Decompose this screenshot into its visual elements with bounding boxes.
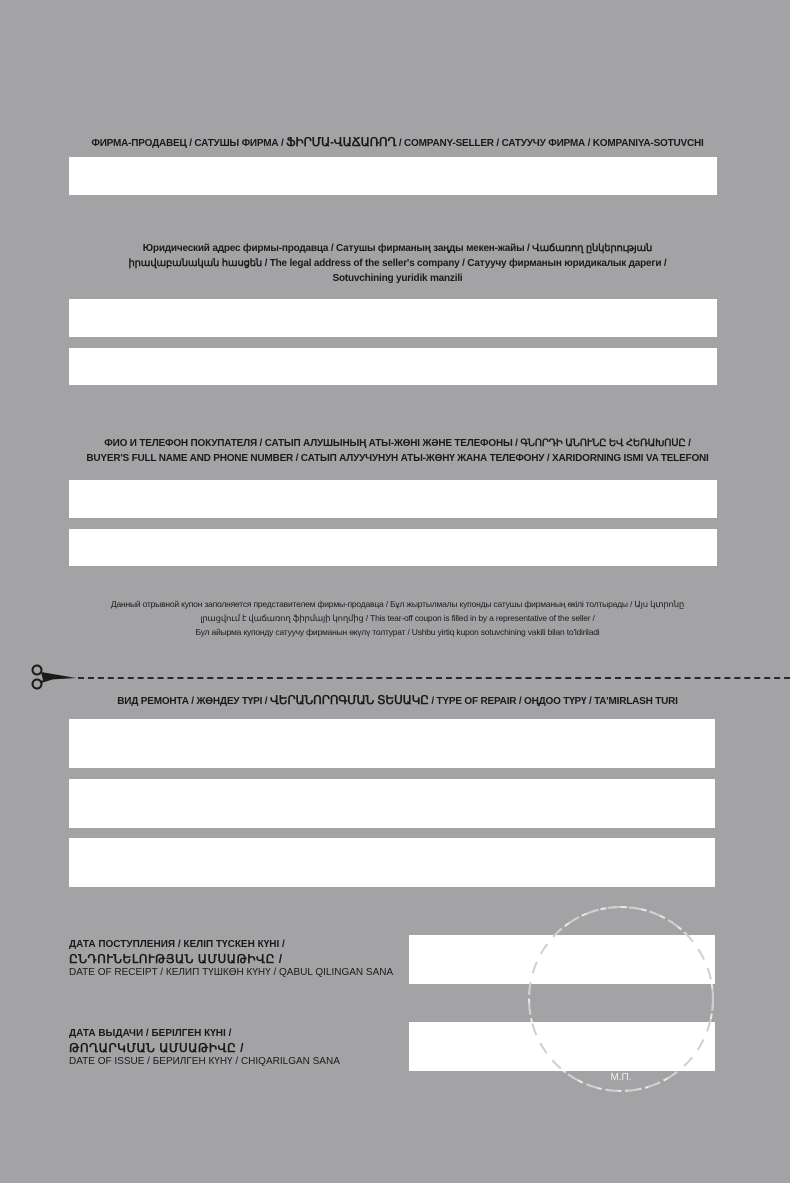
issue-label: ДАТА ВЫДАЧИ / БЕРІЛГЕН КҮНІ / ԹՈՂԱՐԿՄԱՆ ԱՄՍԱԹԻՎԸ / DATE OF ISSUE / БЕРИЛГЕН КҮНҮ / CHIQARILGAN SANA (69, 1028, 340, 1067)
bottom-strip (0, 1183, 795, 1192)
buyer-label: ФИО И ТЕЛЕФОН ПОКУПАТЕЛЯ / САТЫП АЛУШЫНЫҢ АТЫ-ЖӨНІ ЖӘНЕ ТЕЛЕФОНЫ / ԳՆՈՐԴԻ ԱՆՈՒՆԸ ԵՎ ՀԵՌԱԽՈՍԸ / BUYER'S FULL NAME AND PHONE NUMBER / САТЫП АЛУУЧУНУН АТЫ-ЖӨНҮ ЖАНА ТЕЛЕФОНУ / XARIDORNING ISMI VA TELEFONI (86, 438, 709, 464)
repair-label: ВИД РЕМОНТА / ЖӨНДЕУ ТҮРІ / ՎԵՐԱՆՈՐՈԳՄԱՆ ՏԵՍԱԿԸ / TYPE OF REPAIR / ОҢДОО ТҮРҮ / TA'MIRLASH TURI (117, 693, 678, 707)
address-field-2[interactable] (69, 348, 717, 385)
repair-field-3[interactable] (69, 838, 715, 887)
address-label: Юридический адрес фирмы-продавца / Сатушы фирманың заңды мекен-жайы / Վաճառող ընկերության իրավաբանական հասցեն / The legal address of the seller's company / Сатуучу фирманын юридикалык дареги / Sotuvchining yuridik manzili (128, 243, 667, 284)
receipt-date-field[interactable] (409, 935, 715, 984)
receipt-label: ДАТА ПОСТУПЛЕНИЯ / КЕЛІП ТҮСКЕН КҮНІ / ԸՆԴՈՒՆԵԼՈՒԹՅԱՆ ԱՄՍԱԹԻՎԸ / DATE OF RECEIPT / КЕЛИП ТҮШКӨН КҮНҮ / QABUL QILINGAN SANA (69, 939, 394, 978)
repair-field-1[interactable] (69, 719, 715, 768)
seller-label: ФИРМА-ПРОДАВЕЦ / САТУШЫ ФИРМА / ՖԻՐՄԱ-ՎԱՃԱՌՈՂ / COMPANY-SELLER / САТУУЧУ ФИРМА / KOMPANIYA-SOTUVCHI (91, 135, 704, 149)
cut-line (78, 677, 795, 679)
page-edge (790, 0, 795, 1192)
address-field-1[interactable] (69, 299, 717, 337)
coupon-note: Данный отрывной купон заполняется представителем фирмы-продавца / Бұл жыртылмалы купонды сатушы фирманың өкілі толтырады / Այս կտրոնը լրացվում է վաճառող ֆիրմայի կողմից / This tear-off coupon is filled in by a representative of the seller / Бул айырма купонду сатуучу фирманын өкүлү толтурат / Ushbu yirtiq kupon sotuvchining vakili bilan to'ldiriladi (110, 599, 685, 637)
scissors-icon (30, 662, 78, 692)
seller-field[interactable] (69, 157, 717, 195)
stamp-label: М.П. (610, 1072, 632, 1083)
buyer-field-2[interactable] (69, 529, 717, 566)
repair-field-2[interactable] (69, 779, 715, 828)
issue-date-field[interactable] (409, 1022, 715, 1071)
buyer-field-1[interactable] (69, 480, 717, 518)
